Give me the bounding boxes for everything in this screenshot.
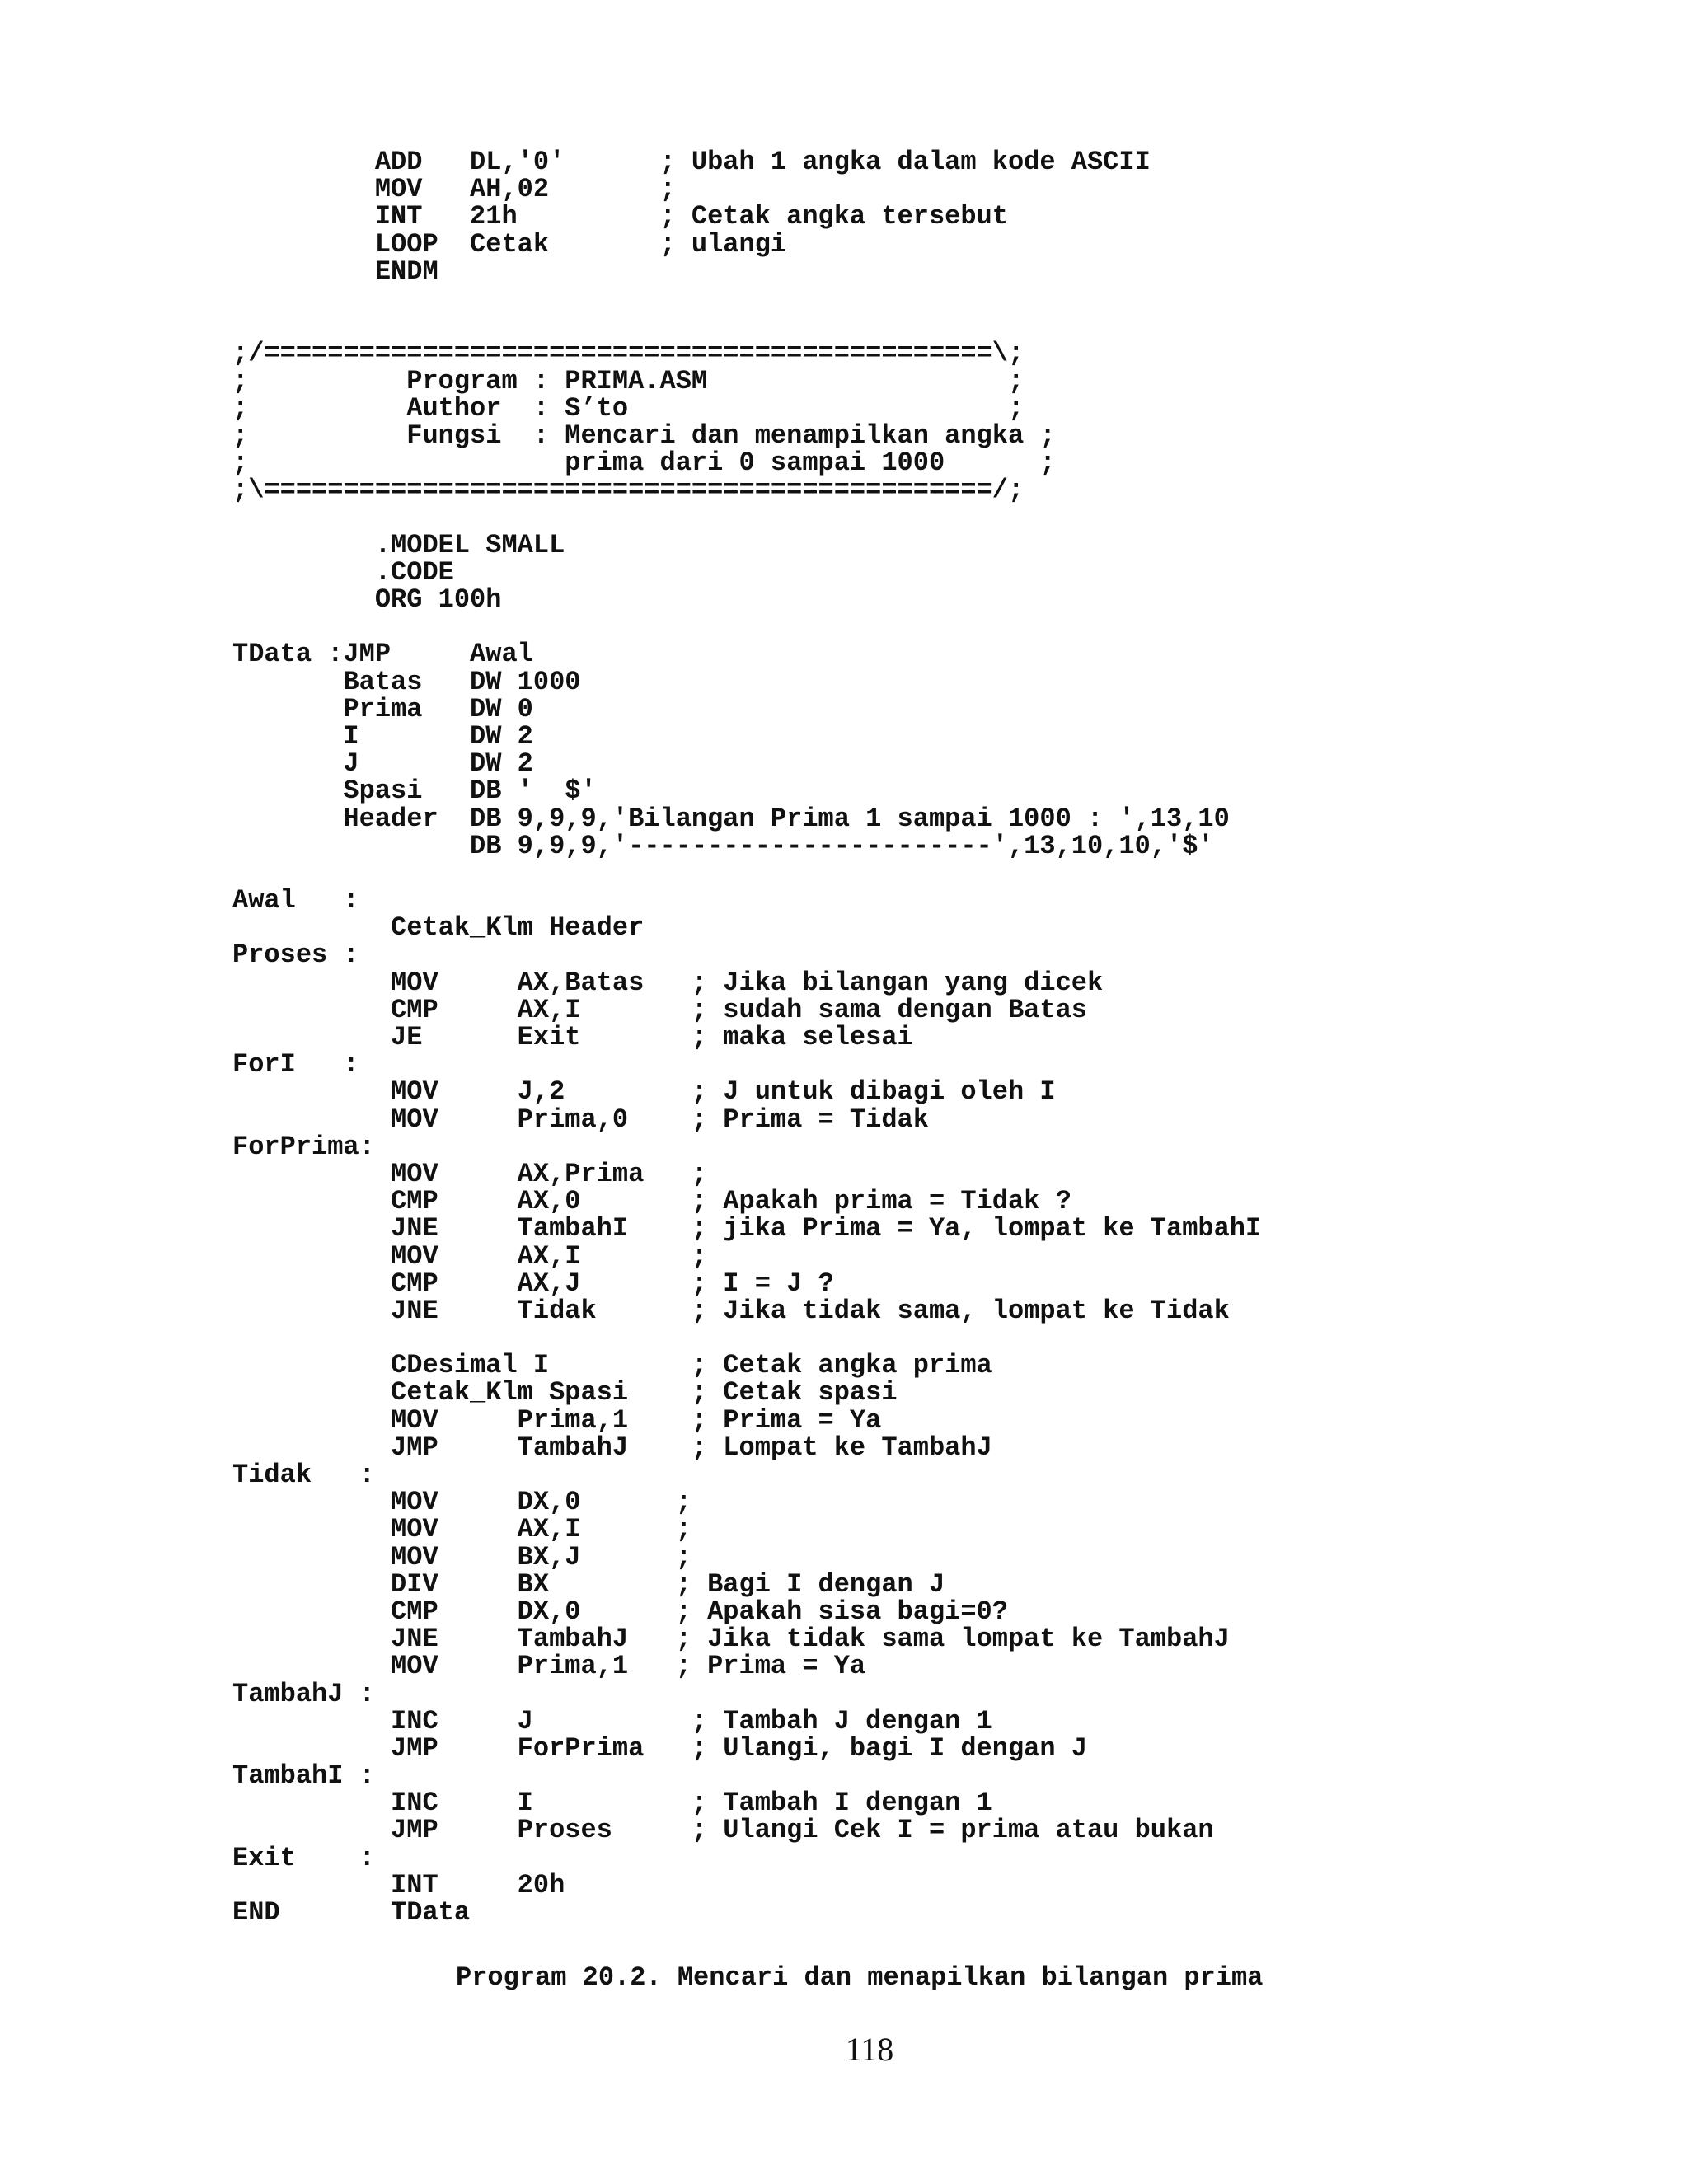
code-line: MOV AX,I ;	[232, 1240, 708, 1272]
code-line	[232, 504, 1261, 531]
code-line: Proses :	[232, 940, 359, 971]
code-line: Tidak :	[232, 1460, 375, 1490]
code-line: MOV DX,0 ;	[232, 1487, 692, 1518]
code-line: ADD DL,'0' ; Ubah 1 angka dalam kode ASCII	[232, 147, 1151, 177]
code-line: Cetak_Klm Spasi ; Cetak spasi	[232, 1377, 898, 1408]
code-line: INC J ; Tambah J dengan 1	[232, 1705, 992, 1736]
code-line: .MODEL SMALL	[232, 529, 565, 560]
code-line	[232, 1324, 1261, 1352]
code-line: MOV BX,J ;	[232, 1541, 692, 1572]
code-line: Batas DW 1000	[232, 666, 581, 697]
code-line: JNE TambahJ ; Jika tidak sama lompat ke TambahJ	[232, 1624, 1230, 1655]
code-line: ; prima dari 0 sampai 1000 ;	[232, 448, 1056, 479]
code-line: CMP DX,0 ; Apakah sisa bagi=0?	[232, 1596, 1008, 1627]
code-line: MOV Prima,1 ; Prima = Ya	[232, 1404, 882, 1436]
code-line: JNE TambahI ; jika Prima = Ya, lompat ke TambahI	[232, 1213, 1262, 1244]
code-line: ;/==============================================\;	[232, 338, 1025, 369]
code-line: MOV J,2 ; J untuk dibagi oleh I	[232, 1076, 1056, 1108]
code-line: LOOP Cetak ; ulangi	[232, 228, 787, 260]
code-line: DB 9,9,9,'-----------------------',13,10,10,'$'	[232, 830, 1214, 861]
code-line: ForPrima:	[232, 1131, 375, 1162]
code-line: MOV Prima,0 ; Prima = Tidak	[232, 1104, 929, 1135]
code-line: JMP ForPrima ; Ulangi, bagi I dengan J	[232, 1732, 1087, 1764]
code-line: JE Exit ; maka selesai	[232, 1022, 913, 1052]
code-line: CMP AX,0 ; Apakah prima = Tidak ?	[232, 1186, 1071, 1217]
code-line: ; Program : PRIMA.ASM ;	[232, 365, 1025, 396]
code-line: ;\==============================================/;	[232, 475, 1025, 506]
code-line: .CODE	[232, 556, 454, 588]
program-caption: Program 20.2. Mencari dan menapilkan bilangan prima	[456, 1962, 1264, 1993]
code-line: CDesimal I ; Cetak angka prima	[232, 1350, 992, 1381]
code-line: TData :JMP Awal	[232, 639, 533, 670]
code-line: MOV AX,Prima ;	[232, 1158, 708, 1189]
code-line: JMP Proses ; Ulangi Cek I = prima atau bukan	[232, 1815, 1214, 1846]
code-line: Spasi DB ' $'	[232, 776, 597, 807]
code-line: J DW 2	[232, 748, 533, 780]
code-line: TambahJ :	[232, 1678, 375, 1709]
code-line: Awal :	[232, 885, 359, 916]
code-line: END TData	[232, 1897, 471, 1928]
code-line: ForI :	[232, 1049, 359, 1080]
code-line: MOV Prima,1 ; Prima = Ya	[232, 1651, 866, 1682]
code-line: ENDM	[232, 255, 438, 287]
code-line: INT 20h	[232, 1869, 565, 1900]
page-number: 118	[845, 2031, 894, 2068]
assembly-code-listing	[232, 148, 1261, 1926]
code-line: Header DB 9,9,9,'Bilangan Prima 1 sampai 1000 : ',13,10	[232, 803, 1230, 834]
code-line: Cetak_Klm Header	[232, 912, 645, 944]
code-line	[232, 312, 1261, 340]
code-line: TambahI :	[232, 1760, 375, 1792]
code-line: ; Fungsi : Mencari dan menampilkan angka ;	[232, 419, 1056, 451]
code-line: INC I ; Tambah I dengan 1	[232, 1788, 992, 1819]
code-line: CMP AX,I ; sudah sama dengan Batas	[232, 994, 1087, 1025]
code-line: JMP TambahJ ; Lompat ke TambahJ	[232, 1432, 992, 1463]
code-line: CMP AX,J ; I = J ?	[232, 1268, 834, 1299]
code-line	[232, 860, 1261, 887]
code-line: Exit :	[232, 1842, 375, 1873]
code-line: MOV AX,I ;	[232, 1514, 692, 1545]
code-line: JNE Tidak ; Jika tidak sama, lompat ke Tidak	[232, 1295, 1230, 1326]
code-line: I DW 2	[232, 720, 533, 752]
code-line	[232, 285, 1261, 312]
code-line: Prima DW 0	[232, 693, 533, 724]
code-line	[232, 613, 1261, 640]
code-line: MOV AH,02 ;	[232, 174, 676, 205]
code-line: DIV BX ; Bagi I dengan J	[232, 1568, 945, 1600]
code-line: ; Author : S’to ;	[232, 392, 1025, 424]
code-line: INT 21h ; Cetak angka tersebut	[232, 201, 1008, 232]
code-line: MOV AX,Batas ; Jika bilangan yang dicek	[232, 967, 1104, 998]
code-line: ORG 100h	[232, 584, 502, 615]
